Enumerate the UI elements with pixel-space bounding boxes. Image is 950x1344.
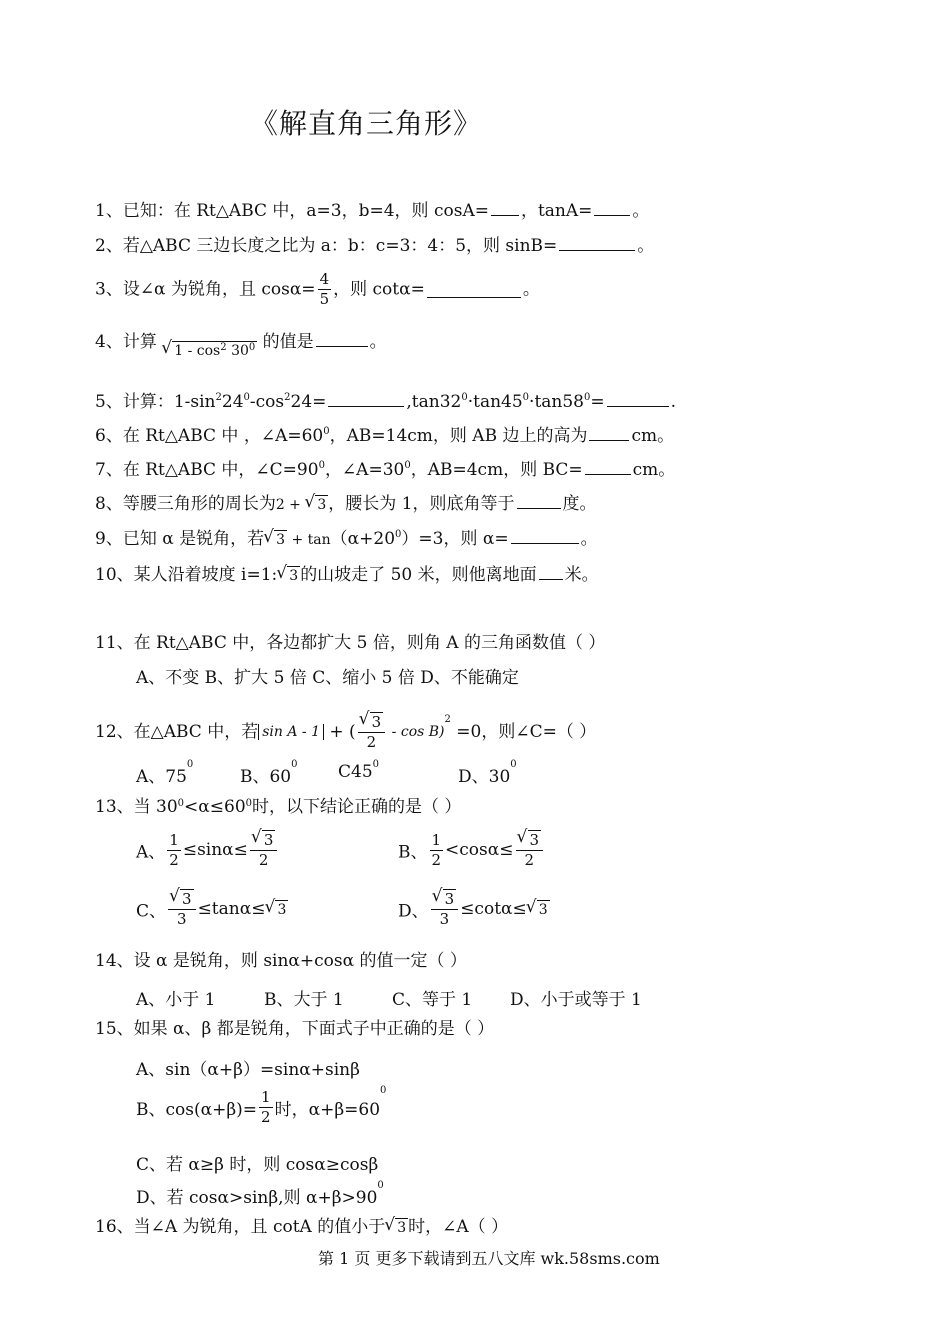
q15-option-d: D、若 cosα>sinβ,则 $\alpha+\beta>90^0$ xyxy=(136,1180,384,1208)
question-1: 1、已知：在 Rt△ABC 中，a=3，b=4，则 cosA= ，tanA= 。 xyxy=(95,201,650,221)
question-13: 13、当 $30^0<\alpha\le 60^0$时，以下结论正确的是（ ） xyxy=(95,797,462,817)
q12-option-b: B、$60^0$ xyxy=(240,759,298,787)
question-15: 15、如果 α、β 都是锐角，下面式子中正确的是（ ） xyxy=(95,1019,495,1039)
question-7: 7、在 Rt△ABC 中，$\angle C=90^0$，$\angle A=30^0$，AB=4cm，则 BC= cm。 xyxy=(95,460,676,480)
q13-option-c: C、 √ $\frac{3}{3}$ ≤tanα≤√ 3 xyxy=(136,889,288,929)
question-6: 6、在 Rt△ABC 中 ，$\angle A=60^0$，AB=14cm，则 AB 边上的高为 cm。 xyxy=(95,426,675,446)
q12-option-d: D、$30^0$ xyxy=(458,759,517,787)
q12-option-c: $C45^0$ xyxy=(338,759,380,782)
question-16: 16、当∠A 为锐角，且 cotA 的值小于√ 3 时，∠A（ ） xyxy=(95,1216,508,1238)
q13-option-b: B、 $\frac{1}{2}$ <cosα≤ √ $\frac{3}{2}$ xyxy=(398,830,545,870)
q14-option-c: C、等于 1 xyxy=(392,990,473,1010)
question-11: 11、在 Rt△ABC 中，各边都扩大 5 倍，则角 A 的三角函数值（ ） xyxy=(95,633,606,653)
question-2: 2、若△ABC 三边长度之比为 a：b：c=3：4：5，则 sinB= 。 xyxy=(95,236,655,256)
question-10: 10、某人沿着坡度 i=1:√ 3 的山坡走了 50 米，则他离地面 米。 xyxy=(95,563,599,586)
q12-option-a: A、$75^0$ xyxy=(136,759,194,787)
question-4: 4、计算 √ $1 - \cos^2 30^0$ 的值是 。 xyxy=(95,330,387,353)
question-5: 5、计算：$1-\sin^224^0-\cos^224= ,\tan 32^0\cdot\tan 45^0\cdot\tan 58^0=$ . xyxy=(95,392,677,412)
question-8: 8、等腰三角形的周长为2 + √ 3 ，腰长为 1，则底角等于 度。 xyxy=(95,492,597,516)
question-12: 12、在△ABC 中，若 sin A - 1 + ( √ $\frac{3}{2}$ - cos B)$^2$ =0，则∠C=（ ） xyxy=(95,712,596,752)
q13-option-a: A、 $\frac{1}{2}$ ≤sinα≤ √ $\frac{3}{2}$ xyxy=(136,830,279,870)
question-9: 9、已知 α 是锐角，若√ $3 + \tan(\alpha+20^0)=3$，则 α= 。 xyxy=(95,527,598,551)
page-title: 《解直角三角形》 xyxy=(250,107,483,140)
page-footer: 第 1 页 更多下载请到五八文库 wk.58sms.com xyxy=(318,1249,660,1268)
q13-option-d: D、 √ $\frac{3}{3}$ ≤cotα≤√ 3 xyxy=(398,889,550,929)
q15-option-a: A、sin（α+β）=sinα+sinβ xyxy=(136,1060,360,1080)
question-3: 3、设∠α 为锐角，且 cosα= $\frac{4}{5}$ ，则 cotα= 。 xyxy=(95,270,540,308)
q14-option-a: A、小于 1 xyxy=(136,990,216,1010)
q14-option-b: B、大于 1 xyxy=(264,990,344,1010)
question-14: 14、设 α 是锐角，则 sinα+cosα 的值一定（ ） xyxy=(95,951,467,971)
q14-option-d: D、小于或等于 1 xyxy=(510,990,642,1010)
q15-option-b: B、cos(α+β)= $\frac{1}{2}$ 时，$\alpha+\beta=60^0$ xyxy=(136,1085,387,1126)
q15-option-c: C、若 α≥β 时，则 cosα≥cosβ xyxy=(136,1155,379,1175)
question-11-options: A、不变 B、扩大 5 倍 C、缩小 5 倍 D、不能确定 xyxy=(136,668,519,688)
